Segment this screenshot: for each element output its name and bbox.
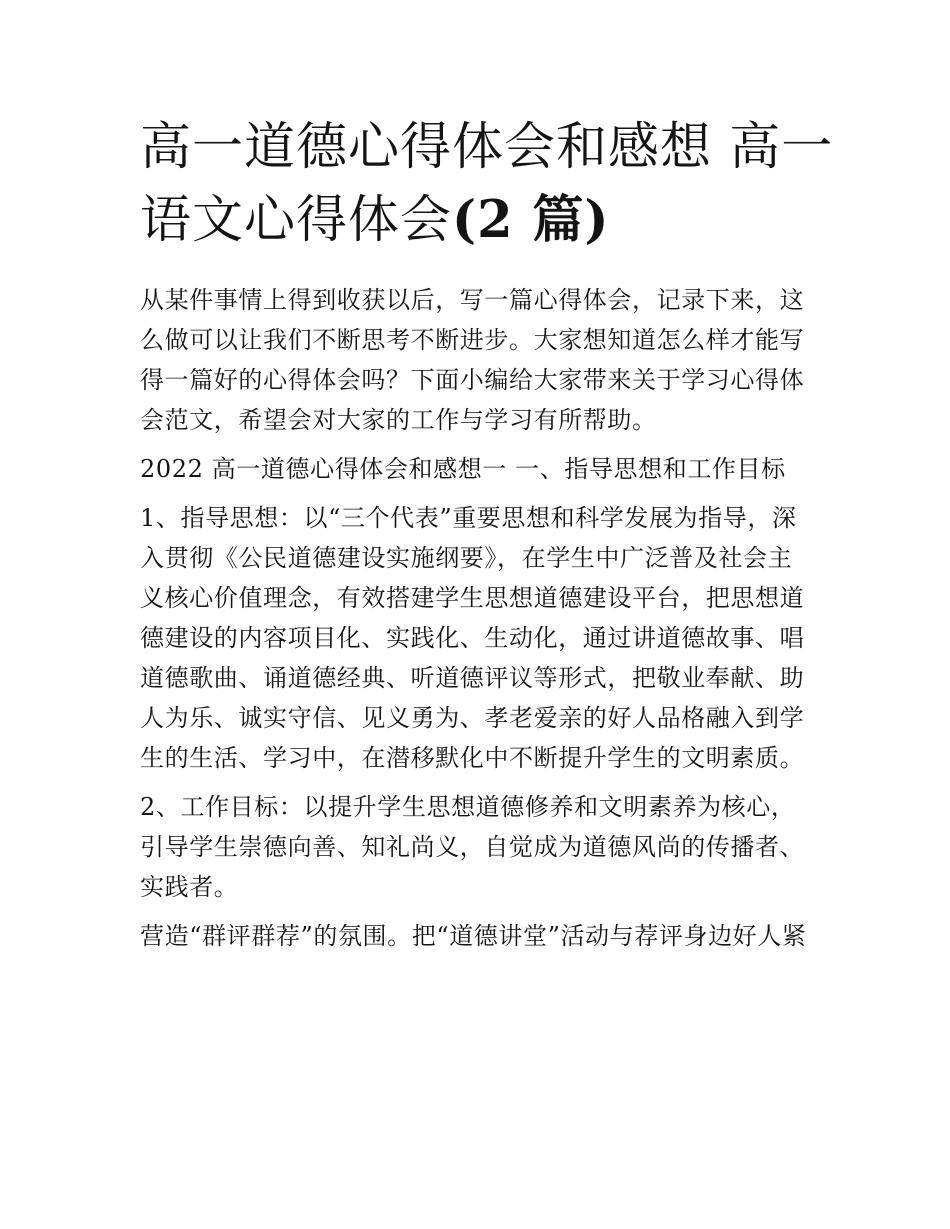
page-title [140,112,834,257]
title-line-2-count: (2 篇) [452,190,610,250]
title-line-2-text: 语文心得体会 [140,191,453,250]
work-goal-paragraph [140,787,820,907]
text-line: 从某件事情上得到收获以后，写一篇心得体会，记录下来，这 [140,286,805,314]
intro-paragraph [140,280,820,440]
guiding-thought-paragraph [140,498,820,778]
text-line: 道德歌曲、诵道德经典、听道德评议等形式，把敬业奉献、助 [140,664,805,692]
text-line: 么做可以让我们不断思考不断进步。大家想知道怎么样才能写 [140,326,805,354]
section-heading [140,449,820,489]
text-line: 义核心价值理念，有效搭建学生思想道德建设平台，把思想道 [140,584,805,612]
text-line: 德建设的内容项目化、实践化、生动化，通过讲道德故事、唱 [140,624,805,652]
document-body [140,280,820,956]
text-line: 2022 高一道德心得体会和感想一 一、指导思想和工作目标 [140,455,786,483]
text-line: 生的生活、学习中，在潜移默化中不断提升学生的文明素质。 [140,744,805,772]
text-line: 2、工作目标：以提升学生思想道德修养和文明素养为核心， [140,793,796,821]
title-line-1: 高一道德心得体会和感想 高一 [140,118,834,177]
title-line-2 [140,184,820,257]
atmosphere-paragraph [140,916,820,956]
text-line: 引导学生崇德向善、知礼尚义，自觉成为道德风尚的传播者、 [140,833,805,861]
text-line: 会范文，希望会对大家的工作与学习有所帮助。 [140,406,657,434]
text-line: 得一篇好的心得体会吗？下面小编给大家带来关于学习心得体 [140,366,805,394]
text-line: 人为乐、诚实守信、见义勇为、孝老爱亲的好人品格融入到学 [140,704,805,732]
text-line: 入贯彻《公民道德建设实施纲要》，在学生中广泛普及社会主 [140,544,793,572]
text-line: 营造“群评群荐”的氛围。把“道德讲堂”活动与荐评身边好人紧 [140,922,807,950]
text-line: 1、指导思想：以“三个代表”重要思想和科学发展为指导，深 [140,504,797,532]
text-line: 实践者。 [140,873,239,901]
